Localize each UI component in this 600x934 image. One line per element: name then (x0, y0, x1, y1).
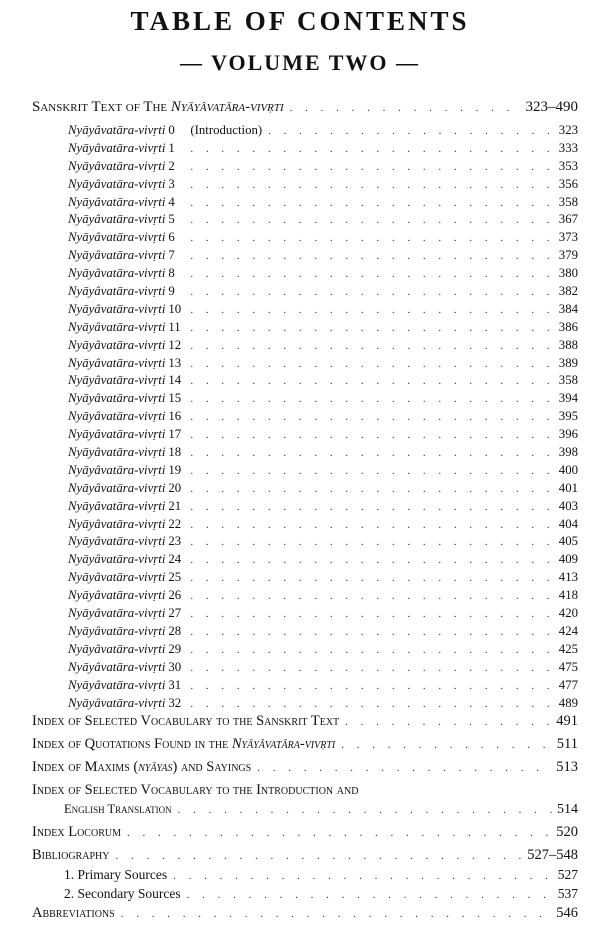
toc-entry-label (68, 606, 184, 621)
chapter-title: Nyāyâvatāra-vivṛti (68, 606, 166, 621)
toc-entry-label (68, 517, 184, 532)
toc-page-number: 520 (556, 824, 578, 841)
toc-entry-label (68, 534, 184, 549)
toc-entry-chapter[interactable] (32, 499, 578, 517)
chapter-title: Nyāyâvatāra-vivṛti (68, 552, 166, 567)
toc-page-number: 353 (558, 158, 578, 173)
chapter-title: Nyāyâvatāra-vivṛti (68, 427, 166, 442)
toc-page-number: 398 (558, 445, 578, 460)
leader-dots (251, 762, 552, 774)
toc-entry-label: 1. Primary Sources (64, 867, 168, 883)
toc-page-number: 384 (558, 301, 578, 316)
chapter-number: 27 (168, 606, 182, 621)
toc-page-number: 380 (558, 266, 578, 281)
toc-page-number: 394 (558, 391, 578, 406)
toc-page-number: 386 (558, 319, 578, 334)
toc-page-number: 323–490 (525, 99, 578, 115)
chapter-number: 28 (168, 623, 182, 638)
chapter-number: 13 (168, 355, 182, 370)
toc-entry-chapter[interactable] (32, 463, 578, 481)
toc-entry-chapter[interactable] (32, 409, 578, 427)
chapter-number: 24 (168, 552, 182, 567)
toc-entry-label (68, 588, 184, 603)
leader-dots (184, 304, 554, 316)
toc-entry-index-introduction[interactable] (32, 782, 578, 824)
leader-dots (184, 662, 554, 674)
toc-entry-chapter[interactable] (32, 517, 578, 535)
chapter-number: 3 (168, 176, 175, 191)
toc-entry-chapter[interactable] (32, 302, 578, 320)
chapter-title: Nyāyâvatāra-vivṛti (68, 319, 166, 334)
toc-entry-chapter[interactable] (32, 177, 578, 195)
toc-page-number: 514 (557, 802, 578, 818)
chapter-number: 2 (168, 158, 175, 173)
toc-page-number: 396 (558, 427, 578, 442)
toc-entry-label: Abbreviations (32, 905, 115, 922)
toc-page-number: 379 (558, 248, 578, 263)
toc-page-number: 323 (558, 123, 578, 137)
toc-page-number: 358 (558, 194, 578, 209)
chapter-title: Nyāyâvatāra-vivṛti (68, 373, 166, 388)
toc-entry-label (68, 552, 184, 567)
toc-entry-chapter[interactable] (32, 391, 578, 409)
toc-entry-label (68, 266, 184, 281)
leader-dots (184, 698, 554, 710)
leader-dots (184, 393, 554, 405)
chapter-title: Nyāyâvatāra-vivṛti (68, 266, 166, 281)
leader-dots (184, 429, 554, 441)
toc-entry-label (68, 248, 184, 263)
leader-dots (262, 125, 555, 137)
chapter-title: Nyāyâvatāra-vivṛti (68, 516, 166, 531)
toc-entry-label (68, 320, 184, 335)
toc-entry-label (68, 212, 184, 227)
chapter-title: Nyāyâvatāra-vivṛti (68, 176, 166, 191)
toc-entry-chapter[interactable] (32, 660, 578, 678)
chapter-title: Nyāyâvatāra-vivṛti (68, 248, 166, 263)
chapter-number: 25 (168, 570, 182, 585)
leader-dots (184, 411, 554, 423)
leader-dots (184, 322, 554, 334)
chapter-number: 15 (168, 391, 182, 406)
chapter-number: 9 (168, 284, 175, 299)
toc-entry-label: 2. Secondary Sources (64, 886, 181, 902)
toc-page-number: 403 (558, 498, 578, 513)
toc-entry-label (68, 159, 184, 174)
toc-entry-chapter[interactable] (32, 606, 578, 624)
toc-entry-chapter[interactable] (32, 642, 578, 660)
toc-entry-chapter[interactable] (32, 159, 578, 177)
chapter-number: 26 (168, 588, 182, 603)
toc-entry-chapter[interactable] (32, 624, 578, 642)
toc-page-number: 356 (558, 176, 578, 191)
toc-entry-label (68, 570, 184, 585)
leader-dots (184, 143, 554, 155)
leader-dots (109, 850, 523, 862)
toc-entry-label (68, 660, 184, 675)
toc-page-number: 546 (556, 905, 578, 922)
toc-page-number: 358 (558, 373, 578, 388)
chapter-number: 8 (168, 266, 175, 281)
chapter-number: 4 (168, 194, 175, 209)
toc-page-number: 373 (558, 230, 578, 245)
leader-dots (335, 739, 553, 751)
chapter-number: 29 (168, 641, 182, 656)
toc-entry-label (68, 356, 184, 371)
chapter-title: Nyāyâvatāra-vivṛti (68, 659, 166, 674)
toc-entry-chapter[interactable] (32, 678, 578, 696)
chapter-title: Nyāyâvatāra-vivṛti (68, 623, 166, 638)
leader-dots (184, 644, 554, 656)
volume-subtitle: — VOLUME TWO — (179, 50, 421, 75)
chapter-number: 31 (168, 677, 182, 692)
toc-entry-secondary-sources[interactable] (32, 886, 578, 905)
chapter-title: Nyāyâvatāra-vivṛti (68, 480, 166, 495)
chapter-title: Nyāyâvatāra-vivṛti (68, 194, 166, 209)
toc-entry-chapter[interactable] (32, 284, 578, 302)
chapter-title: Nyāyâvatāra-vivṛti (68, 534, 166, 549)
chapter-title: Nyāyâvatāra-vivṛti (68, 158, 166, 173)
chapter-title: Nyāyâvatāra-vivṛti (68, 695, 166, 710)
chapter-number: 1 (168, 140, 175, 155)
chapter-number: 32 (168, 695, 182, 710)
toc-entry-chapter[interactable] (32, 248, 578, 266)
toc-page-number: 389 (558, 355, 578, 370)
toc-entry-label (68, 177, 184, 192)
toc-page-number: 413 (558, 570, 578, 585)
toc-entry-label-line2: English Translation (64, 802, 172, 817)
toc-entry-chapter[interactable] (32, 427, 578, 445)
toc-entry-label (68, 624, 184, 639)
leader-dots (184, 161, 554, 173)
toc-entry-chapter[interactable] (32, 320, 578, 338)
chapter-title: Nyāyâvatāra-vivṛti (68, 123, 166, 137)
toc-entry-label (68, 230, 184, 245)
toc-entry-label (68, 499, 184, 514)
toc-entry-sanskrit-text[interactable] (32, 99, 578, 123)
leader-dots (184, 554, 554, 566)
chapter-number: 7 (168, 248, 175, 263)
leader-dots (184, 536, 554, 548)
leader-dots (284, 102, 522, 114)
toc-entry-label: Index of Selected Vocabulary to the Sanskrit Text (32, 713, 340, 730)
toc-entry-label (68, 391, 184, 406)
chapter-title: Nyāyâvatāra-vivṛti (68, 641, 166, 656)
leader-dots (184, 447, 554, 459)
chapter-title: Nyāyâvatāra-vivṛti (68, 337, 166, 352)
toc-entry-index-maxims[interactable] (32, 759, 578, 782)
toc-entry-chapter[interactable] (32, 445, 578, 463)
leader-dots (184, 590, 554, 602)
toc-entry-label (68, 338, 184, 353)
leader-dots (184, 519, 554, 531)
toc-page-number: 395 (558, 409, 578, 424)
toc-entry-label (68, 141, 184, 156)
toc-entry-index-locorum[interactable] (32, 824, 578, 847)
toc-entry-label: Index Locorum (32, 824, 121, 841)
toc-entry-chapter[interactable] (32, 266, 578, 284)
toc-page-number: 333 (558, 140, 578, 155)
chapter-title: Nyāyâvatāra-vivṛti (68, 498, 166, 513)
toc-entry-label (68, 696, 184, 711)
toc-page-number: 405 (558, 534, 578, 549)
toc-page-number: 425 (558, 641, 578, 656)
toc-entry-label (68, 463, 184, 478)
leader-dots (184, 358, 554, 370)
toc-page-number: 491 (556, 713, 578, 730)
toc-entry-label: Bibliography (32, 847, 110, 864)
chapter-number: 10 (168, 301, 182, 316)
toc-page-number: 418 (558, 588, 578, 603)
toc-entry-primary-sources[interactable] (32, 867, 578, 886)
toc-entry-chapter[interactable] (32, 123, 578, 141)
leader-dots (184, 197, 554, 209)
chapter-title: Nyāyâvatāra-vivṛti (68, 570, 166, 585)
toc-entry-label (68, 302, 184, 317)
toc-page-number: 513 (556, 759, 578, 776)
chapter-number: 6 (168, 230, 175, 245)
chapter-title: Nyāyâvatāra-vivṛti (68, 445, 166, 460)
leader-dots (172, 804, 553, 816)
chapter-list (32, 123, 578, 713)
leader-dots (181, 889, 554, 901)
chapter-number: 12 (168, 337, 182, 352)
leader-dots (167, 870, 554, 882)
chapter-number: 19 (168, 462, 182, 477)
leader-dots (184, 680, 554, 692)
toc-entry-label (68, 284, 184, 299)
chapter-title: Nyāyâvatāra-vivṛti (68, 391, 166, 406)
toc-entry-label (68, 642, 184, 657)
toc-page-number: 537 (557, 886, 578, 902)
toc-entry-label (68, 678, 184, 693)
toc-entry-label: Index of Quotations Found in the Nyāyâvatāra-vivṛti (32, 736, 336, 753)
toc-entry-chapter[interactable] (32, 534, 578, 552)
toc-entry-label (68, 373, 184, 388)
chapter-number: 22 (168, 516, 182, 531)
toc-entry-label (68, 195, 184, 210)
chapter-number: 11 (168, 319, 181, 334)
leader-dots (339, 716, 552, 728)
toc-entry-chapter[interactable] (32, 373, 578, 391)
chapter-number: 18 (168, 445, 182, 460)
toc-page-number: 388 (558, 337, 578, 352)
leader-dots (184, 465, 554, 477)
leader-dots (115, 908, 553, 920)
toc-entry-chapter[interactable] (32, 588, 578, 606)
toc-page-number: 477 (558, 677, 578, 692)
chapter-number: 20 (168, 480, 182, 495)
toc-page-number: 404 (558, 516, 578, 531)
chapter-number: 14 (168, 373, 182, 388)
leader-dots (184, 608, 554, 620)
toc-page-number: 420 (558, 606, 578, 621)
toc-page-number: 527 (557, 867, 578, 883)
toc-page-number: 367 (558, 212, 578, 227)
chapter-title: Nyāyâvatāra-vivṛti (68, 462, 166, 477)
toc-entry-chapter[interactable] (32, 570, 578, 588)
toc-entry-label-line1: Index of Selected Vocabulary to the Introduction and (32, 782, 359, 799)
toc-entry-label (68, 445, 184, 460)
chapter-title: Nyāyâvatāra-vivṛti (68, 212, 166, 227)
chapter-title: Nyāyâvatāra-vivṛti (68, 140, 166, 155)
chapter-number: 0 (168, 123, 175, 137)
leader-dots (184, 340, 554, 352)
toc-entry-index-vocabulary[interactable] (32, 713, 578, 736)
toc-entry-chapter[interactable] (32, 356, 578, 374)
leader-dots (121, 827, 552, 839)
leader-dots (184, 179, 554, 191)
toc-entry-chapter[interactable] (32, 552, 578, 570)
toc-entry-chapter[interactable] (32, 481, 578, 499)
leader-dots (184, 375, 554, 387)
toc-page-number: 489 (558, 695, 578, 710)
toc-entry-label (68, 409, 184, 424)
chapter-title: Nyāyâvatāra-vivṛti (68, 588, 166, 603)
toc-entry-chapter[interactable] (32, 338, 578, 356)
toc-page-number: 527–548 (527, 847, 578, 864)
chapter-title: Nyāyâvatāra-vivṛti (68, 355, 166, 370)
chapter-title: Nyāyâvatāra-vivṛti (68, 677, 166, 692)
chapter-number: 5 (168, 212, 175, 227)
toc-page-number: 401 (558, 480, 578, 495)
chapter-note: (Introduction) (190, 123, 263, 137)
toc-page-number: 475 (558, 659, 578, 674)
page-title: TABLE OF CONTENTS (130, 6, 470, 36)
toc-entry-label: Sanskrit Text of The Nyāyâvatāra-vivṛti (32, 99, 284, 115)
toc-page-number: 511 (556, 736, 578, 753)
toc-entry-bibliography[interactable] (32, 847, 578, 867)
toc-entry-chapter[interactable] (32, 696, 578, 714)
leader-dots (184, 250, 554, 262)
toc-entry-chapter[interactable] (32, 195, 578, 213)
chapter-title: Nyāyâvatāra-vivṛti (68, 230, 166, 245)
leader-dots (184, 232, 554, 244)
toc-entry-chapter[interactable] (32, 212, 578, 230)
leader-dots (184, 268, 554, 280)
chapter-number: 21 (168, 498, 182, 513)
chapter-title: Nyāyâvatāra-vivṛti (68, 284, 166, 299)
chapter-title: Nyāyâvatāra-vivṛti (68, 301, 166, 316)
chapter-number: 30 (168, 659, 182, 674)
toc-page-number: 409 (558, 552, 578, 567)
toc-entry-label: Index of Maxims (nyāyas) and Sayings (32, 759, 252, 776)
chapter-number: 23 (168, 534, 182, 549)
toc-page-number: 382 (558, 284, 578, 299)
chapter-title: Nyāyâvatāra-vivṛti (68, 409, 166, 424)
toc-page-number: 400 (558, 462, 578, 477)
toc-entry-chapter[interactable] (32, 141, 578, 159)
toc-entry-label (68, 427, 184, 442)
toc-entry-label (68, 123, 262, 138)
chapter-number: 16 (168, 409, 182, 424)
leader-dots (184, 483, 554, 495)
toc-entry-label (68, 481, 184, 496)
table-of-contents (32, 99, 578, 925)
leader-dots (184, 626, 554, 638)
toc-entry-chapter[interactable] (32, 230, 578, 248)
leader-dots (184, 501, 554, 513)
leader-dots (184, 214, 554, 226)
toc-entry-index-quotations[interactable] (32, 736, 578, 759)
toc-page-number: 424 (558, 623, 578, 638)
chapter-number: 17 (168, 427, 182, 442)
leader-dots (184, 572, 554, 584)
toc-entry-abbreviations[interactable] (32, 905, 578, 925)
leader-dots (184, 286, 554, 298)
